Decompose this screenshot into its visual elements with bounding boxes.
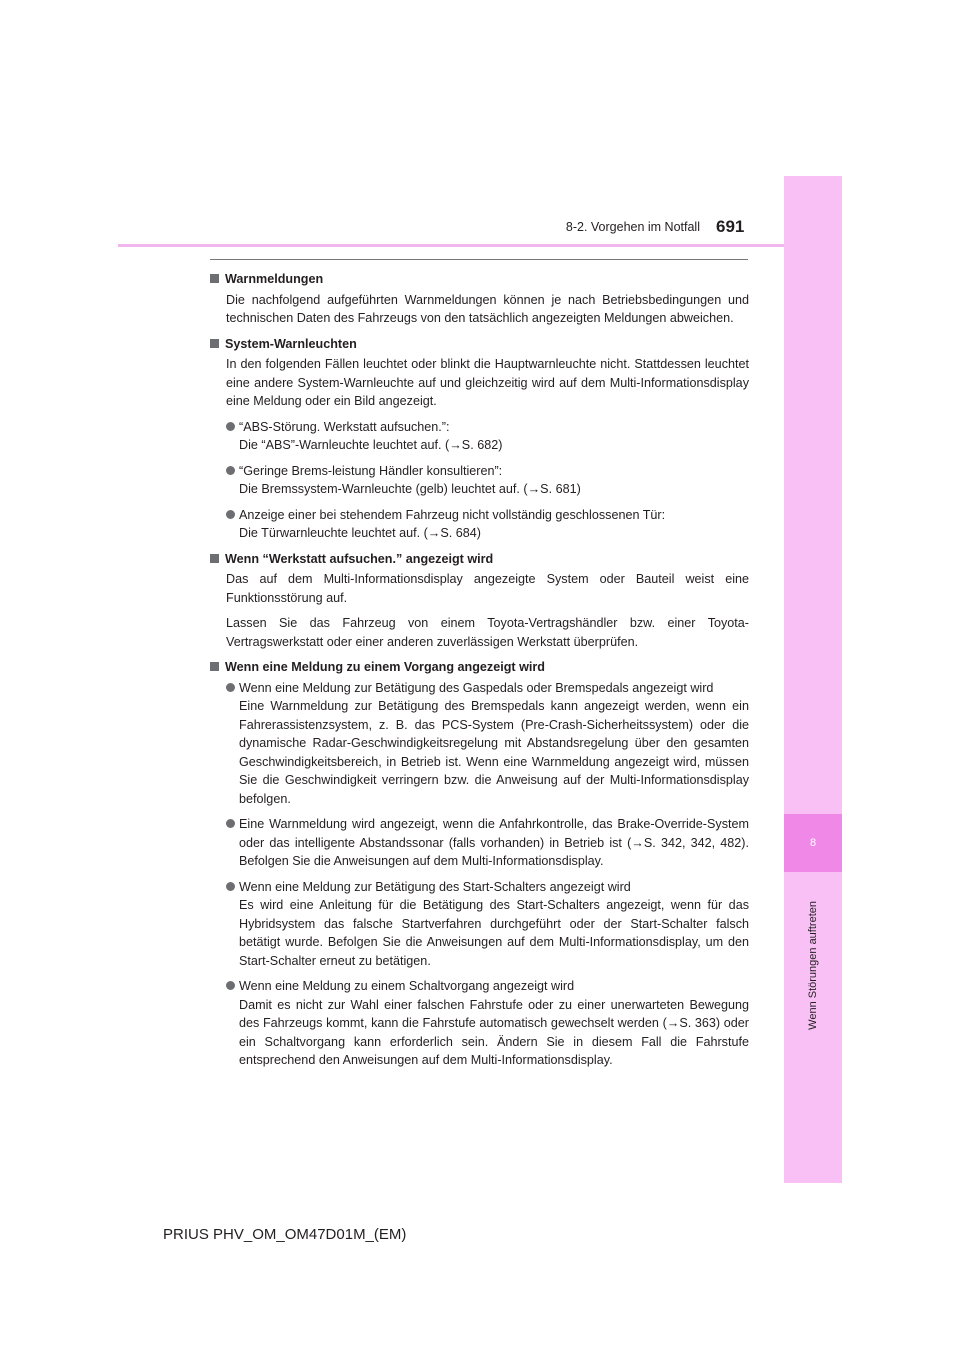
- list-item: [209, 878, 749, 971]
- circle-bullet-icon: [226, 510, 235, 519]
- list-item: [209, 418, 749, 455]
- square-bullet-icon: [210, 554, 219, 563]
- list-item: [209, 977, 749, 1070]
- item-line: Die Bremssystem-Warnleuchte (gelb) leuchtet auf. (→S. 681): [239, 482, 581, 496]
- list-item: [209, 462, 749, 499]
- item-line: Eine Warnmeldung zur Betätigung des Bremspedals kann angezeigt werden, wenn ein Fahrerassistenzsystem, z. B. das PCS-System (Pre-Crash-Sicherheitssystem) oder die dynamische Radar-Geschwindigkeitsregelung mit Abstandsregelung über den gesamten Geschwindigkeitsbereich, in Betrieb ist. Wenn eine Warnmeldung angezeigt wird, müssen Sie die Geschwindigkeit verringern bzw. die Anweisung auf der Multi-Informationsdisplay befolgen.: [239, 699, 749, 806]
- list-item: [209, 679, 749, 809]
- item-line: Es wird eine Anleitung für die Betätigung des Start-Schalters angezeigt, wenn für das Hybridsystem das falsche Startverfahren durchgeführt oder der Start-Schalter falsch betätigt wurde. Befolgen Sie die Anweisungen auf dem Multi-Informationsdisplay, um den Start-Schalter erneut zu betätigen.: [239, 898, 749, 968]
- chapter-label: [784, 890, 842, 1040]
- item-line: Wenn eine Meldung zur Betätigung des Gaspedals oder Bremspedals angezeigt wird: [239, 680, 714, 695]
- chapter-label-text: Wenn Störungen auftreten: [807, 900, 819, 1030]
- circle-bullet-icon: [226, 422, 235, 431]
- paragraph: In den folgenden Fällen leuchtet oder blinkt die Hauptwarnleuchte nicht. Stattdessen leuchtet eine andere System-Warnleuchte auf und gleichzeitig wird auf dem Multi-Informationsdisplay eine Meldung oder ein Bild angezeigt.: [226, 357, 749, 408]
- paragraph: Lassen Sie das Fahrzeug von einem Toyota-Vertragshändler bzw. einer Toyota-Vertragswerkstatt oder einer anderen zuverlässigen Werkstatt überprüfen.: [226, 616, 749, 649]
- item-line: Die Türwarnleuchte leuchtet auf. (→S. 684): [239, 526, 481, 540]
- circle-bullet-icon: [226, 981, 235, 990]
- circle-bullet-icon: [226, 819, 235, 828]
- square-bullet-icon: [210, 662, 219, 671]
- item-line: “ABS-Störung. Werkstatt aufsuchen.”:: [239, 419, 450, 434]
- item-line: Wenn eine Meldung zur Betätigung des Start-Schalters angezeigt wird: [239, 879, 631, 894]
- item-line: Eine Warnmeldung wird angezeigt, wenn die Anfahrkontrolle, das Brake-Override-System oder das intelligente Abstandssonar (falls vorhanden) in Betrieb ist (→S. 342, 342, 482). Befolgen Sie die Anweisungen auf dem Multi-Informationsdisplay.: [239, 817, 749, 868]
- page-content: [209, 270, 749, 1077]
- footer-doc-id: PRIUS PHV_OM_OM47D01M_(EM): [163, 1226, 407, 1243]
- list-item: [209, 815, 749, 871]
- item-line: “Geringe Brems-leistung Händler konsultieren”:: [239, 463, 503, 478]
- chapter-number: 8: [784, 814, 842, 872]
- item-line: Anzeige einer bei stehendem Fahrzeug nicht vollständig geschlossenen Tür:: [239, 507, 666, 522]
- list-item: [209, 506, 749, 543]
- item-line: Die “ABS”-Warnleuchte leuchtet auf. (→S. 682): [239, 438, 503, 452]
- heading-warnmeldungen: [209, 270, 749, 289]
- item-line: Wenn eine Meldung zu einem Schaltvorgang angezeigt wird: [239, 979, 575, 993]
- heading-text: System-Warnleuchten: [225, 336, 357, 351]
- item-line: Damit es nicht zur Wahl einer falschen Fahrstufe oder zu einer unerwarteten Bewegung des Fahrzeugs kommt, kann die Fahrstufe automatisch gewechselt werden (→S. 363) oder ein Schaltvorgang kann erforderlich sein. Ändern Sie in diesem Fall die Fahrstufe entsprechend den Anweisungen auf dem Multi-Informationsdisplay.: [239, 997, 749, 1067]
- heading-werkstatt: [209, 550, 749, 569]
- paragraph: Die nachfolgend aufgeführten Warnmeldungen können je nach Betriebsbedingungen und technischen Daten des Fahrzeugs von den tatsächlich angezeigten Meldungen abweichen.: [226, 292, 749, 325]
- heading-text: Wenn eine Meldung zu einem Vorgang angezeigt wird: [225, 660, 546, 674]
- header-line: [118, 244, 784, 247]
- page-number: 691: [716, 217, 745, 236]
- heading-text: Wenn “Werkstatt aufsuchen.” angezeigt wird: [225, 551, 494, 566]
- circle-bullet-icon: [226, 466, 235, 475]
- circle-bullet-icon: [226, 683, 235, 692]
- heading-system-warnleuchten: [209, 335, 749, 354]
- circle-bullet-icon: [226, 882, 235, 891]
- heading-vorgang: [209, 658, 749, 677]
- paragraph: Das auf dem Multi-Informationsdisplay angezeigte System oder Bauteil weist eine Funktionsstörung auf.: [226, 572, 749, 605]
- section-title: 8-2. Vorgehen im Notfall: [565, 220, 700, 234]
- square-bullet-icon: [210, 274, 219, 283]
- heading-text: Warnmeldungen: [225, 272, 324, 286]
- square-bullet-icon: [210, 339, 219, 348]
- content-rule: [210, 259, 748, 260]
